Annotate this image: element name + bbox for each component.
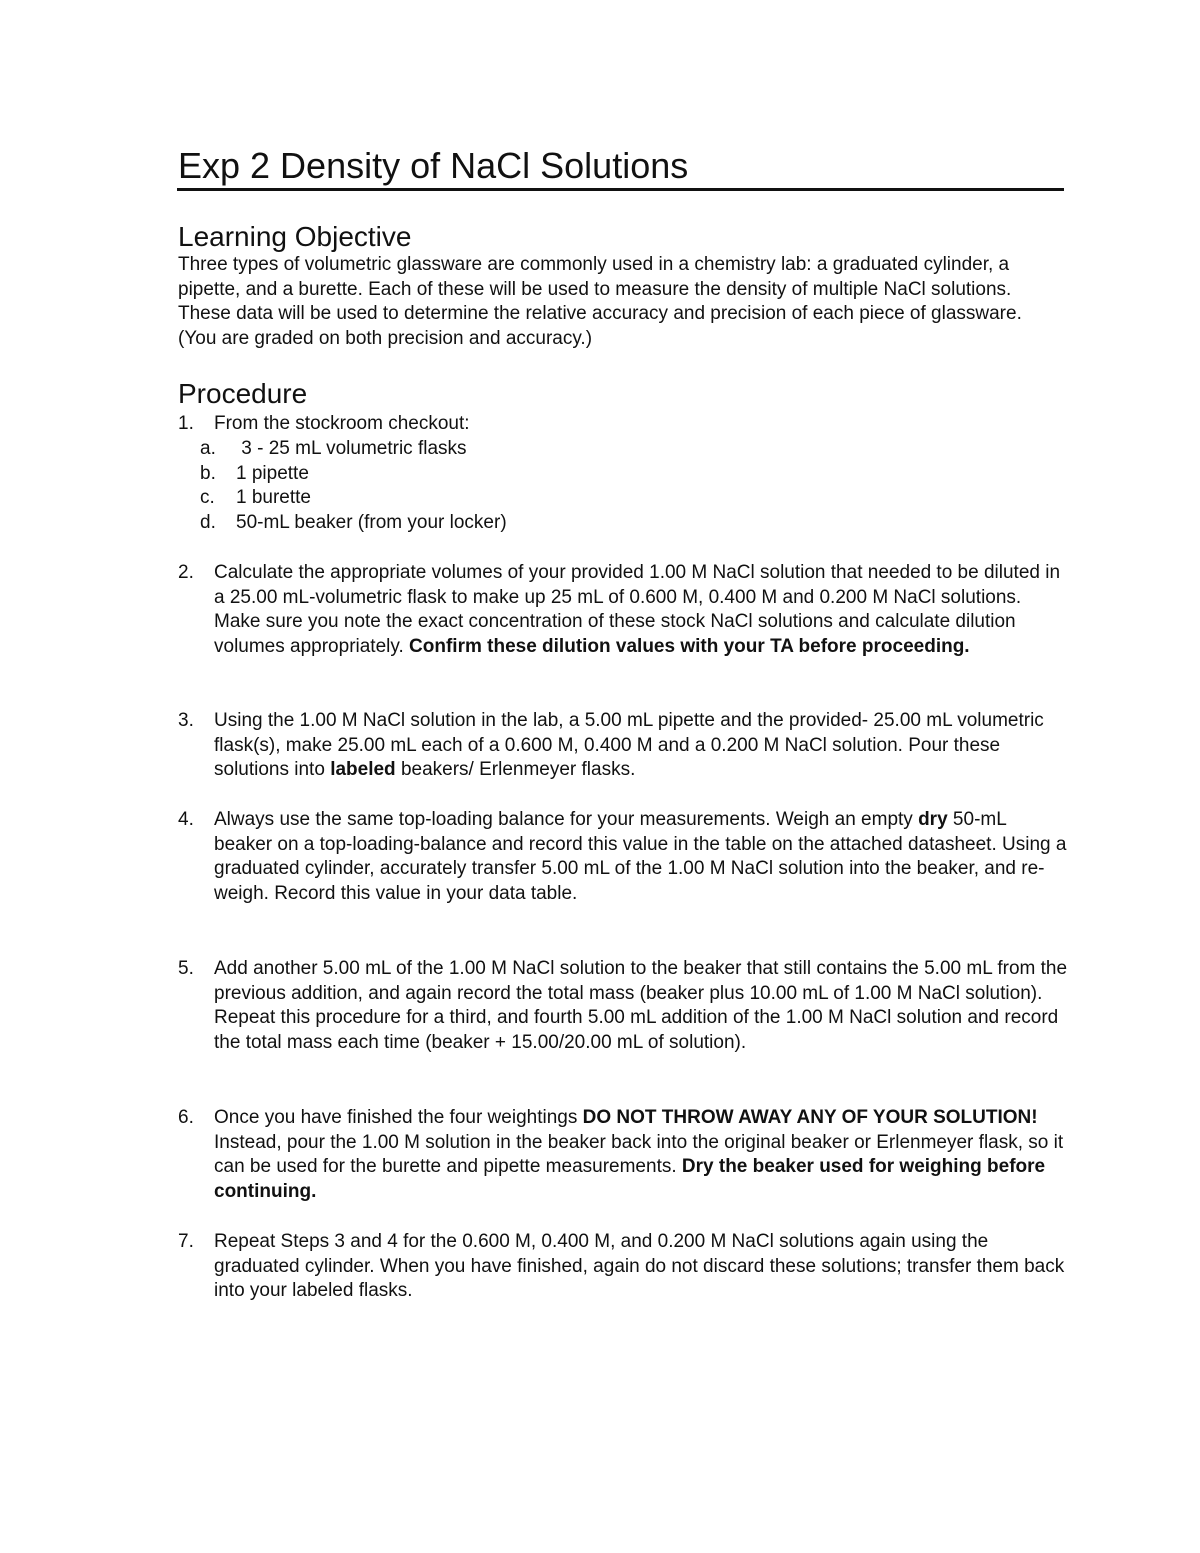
procedure-step-2 (178, 561, 1068, 660)
list-item-letter: a. (200, 438, 216, 459)
step-number: 4. (178, 809, 194, 830)
step-emphasis: dry (918, 809, 948, 830)
list-item-letter: d. (200, 512, 216, 534)
procedure-step-7 (178, 1230, 1068, 1304)
list-item-text: 1 burette (236, 487, 311, 509)
procedure-step-1 (178, 412, 1068, 437)
step-emphasis: labeled (330, 759, 396, 781)
procedure-step-6 (178, 1106, 1068, 1205)
step-body: Always use the same top-loading balance for your measurements. Weigh an empty (214, 809, 919, 830)
step-emphasis: Confirm these dilution values with your TA before proceeding. (409, 636, 970, 658)
step-body: 50-mL beaker on a top-loading-balance and record this value in the table on the attached datasheet. Using a graduated cylinder, accurately transfer 5.00 mL of the 1.00 M NaCl solution into the beaker, and re-weigh. Record this value in your data table. (214, 809, 1067, 905)
step-text: Add another 5.00 mL of the 1.00 M NaCl solution to the beaker that still contains the 5.00 mL from the previous addition, and again record the total mass (beaker plus 10.00 mL of 1.00 M NaCl solution). Repeat this procedure for a third, and fourth 5.00 mL addition of the 1.00 M NaCl solution and record the total mass each time (beaker + 15.00/20.00 mL of solution). (214, 958, 1068, 1054)
step-body: Calculate the appropriate volumes of your provided 1.00 M NaCl solution that needed to be diluted in a 25.00 mL-volumetric flask to make up 25 mL of 0.600 M, 0.400 M and 0.200 M NaCl solutions. Make sure you note the exact concentration of these stock NaCl solutions and calculate dilution volumes appropriately. (214, 562, 1061, 658)
step-emphasis: DO NOT THROW AWAY ANY OF YOUR SOLUTION! (582, 1107, 1038, 1128)
list-item-text: 1 pipette (236, 462, 309, 484)
step-emphasis: Dry the beaker used for weighing before continuing. (214, 1156, 1046, 1203)
step-number: 2. (178, 562, 194, 583)
learning-objective-heading: Learning Objective (178, 221, 412, 252)
step-text (214, 709, 1068, 783)
title-underline (177, 188, 1064, 191)
learning-objective-text: Three types of volumetric glassware are commonly used in a chemistry lab: a graduated cylinder, a pipette, and a burette. Each of these will be used to measure the density of multiple NaCl solutions. These data will be used to determine the relative accuracy and precision of each piece of glassware. (You are graded on both precision and accuracy.) (178, 254, 1022, 350)
step-text (214, 1106, 1068, 1205)
list-item-letter: b. (200, 462, 216, 484)
step-number: 7. (178, 1231, 194, 1252)
step-body: Once you have finished the four weightings (214, 1107, 583, 1128)
step-number: 6. (178, 1107, 194, 1128)
procedure-step-3 (178, 709, 1068, 783)
step-text: Repeat Steps 3 and 4 for the 0.600 M, 0.400 M, and 0.200 M NaCl solutions again using the graduated cylinder. When you have finished, again do not discard these solutions; transfer them back into your labeled flasks. (214, 1231, 1065, 1302)
step-body: Instead, pour the 1.00 M solution in the beaker back into the original beaker or Erlenmeyer flask, so it can be used for the burette and pipette measurements. (214, 1131, 1064, 1178)
list-item-text: 50-mL beaker (from your locker) (236, 512, 507, 534)
step-text: From the stockroom checkout: (214, 413, 470, 434)
document-title: Exp 2 Density of NaCl Solutions (178, 145, 689, 186)
list-item-letter: c. (200, 487, 215, 509)
procedure-step-4 (178, 808, 1068, 907)
step-number: 3. (178, 710, 194, 731)
step-number: 1. (178, 413, 194, 434)
procedure-heading: Procedure (178, 378, 308, 409)
step-number: 5. (178, 958, 194, 979)
step-text (214, 561, 1068, 660)
step-text (214, 808, 1068, 907)
step-body: Using the 1.00 M NaCl solution in the lab, a 5.00 mL pipette and the provided- 25.00 mL volumetric flask(s), make 25.00 mL each of a 0.600 M, 0.400 M and a 0.200 M NaCl solution. Pour these solutions into (214, 710, 1044, 781)
procedure-step-5 (178, 957, 1068, 1056)
list-item-text: 3 - 25 mL volumetric flasks (236, 438, 467, 459)
step-body: beakers/ Erlenmeyer flasks. (395, 759, 636, 781)
